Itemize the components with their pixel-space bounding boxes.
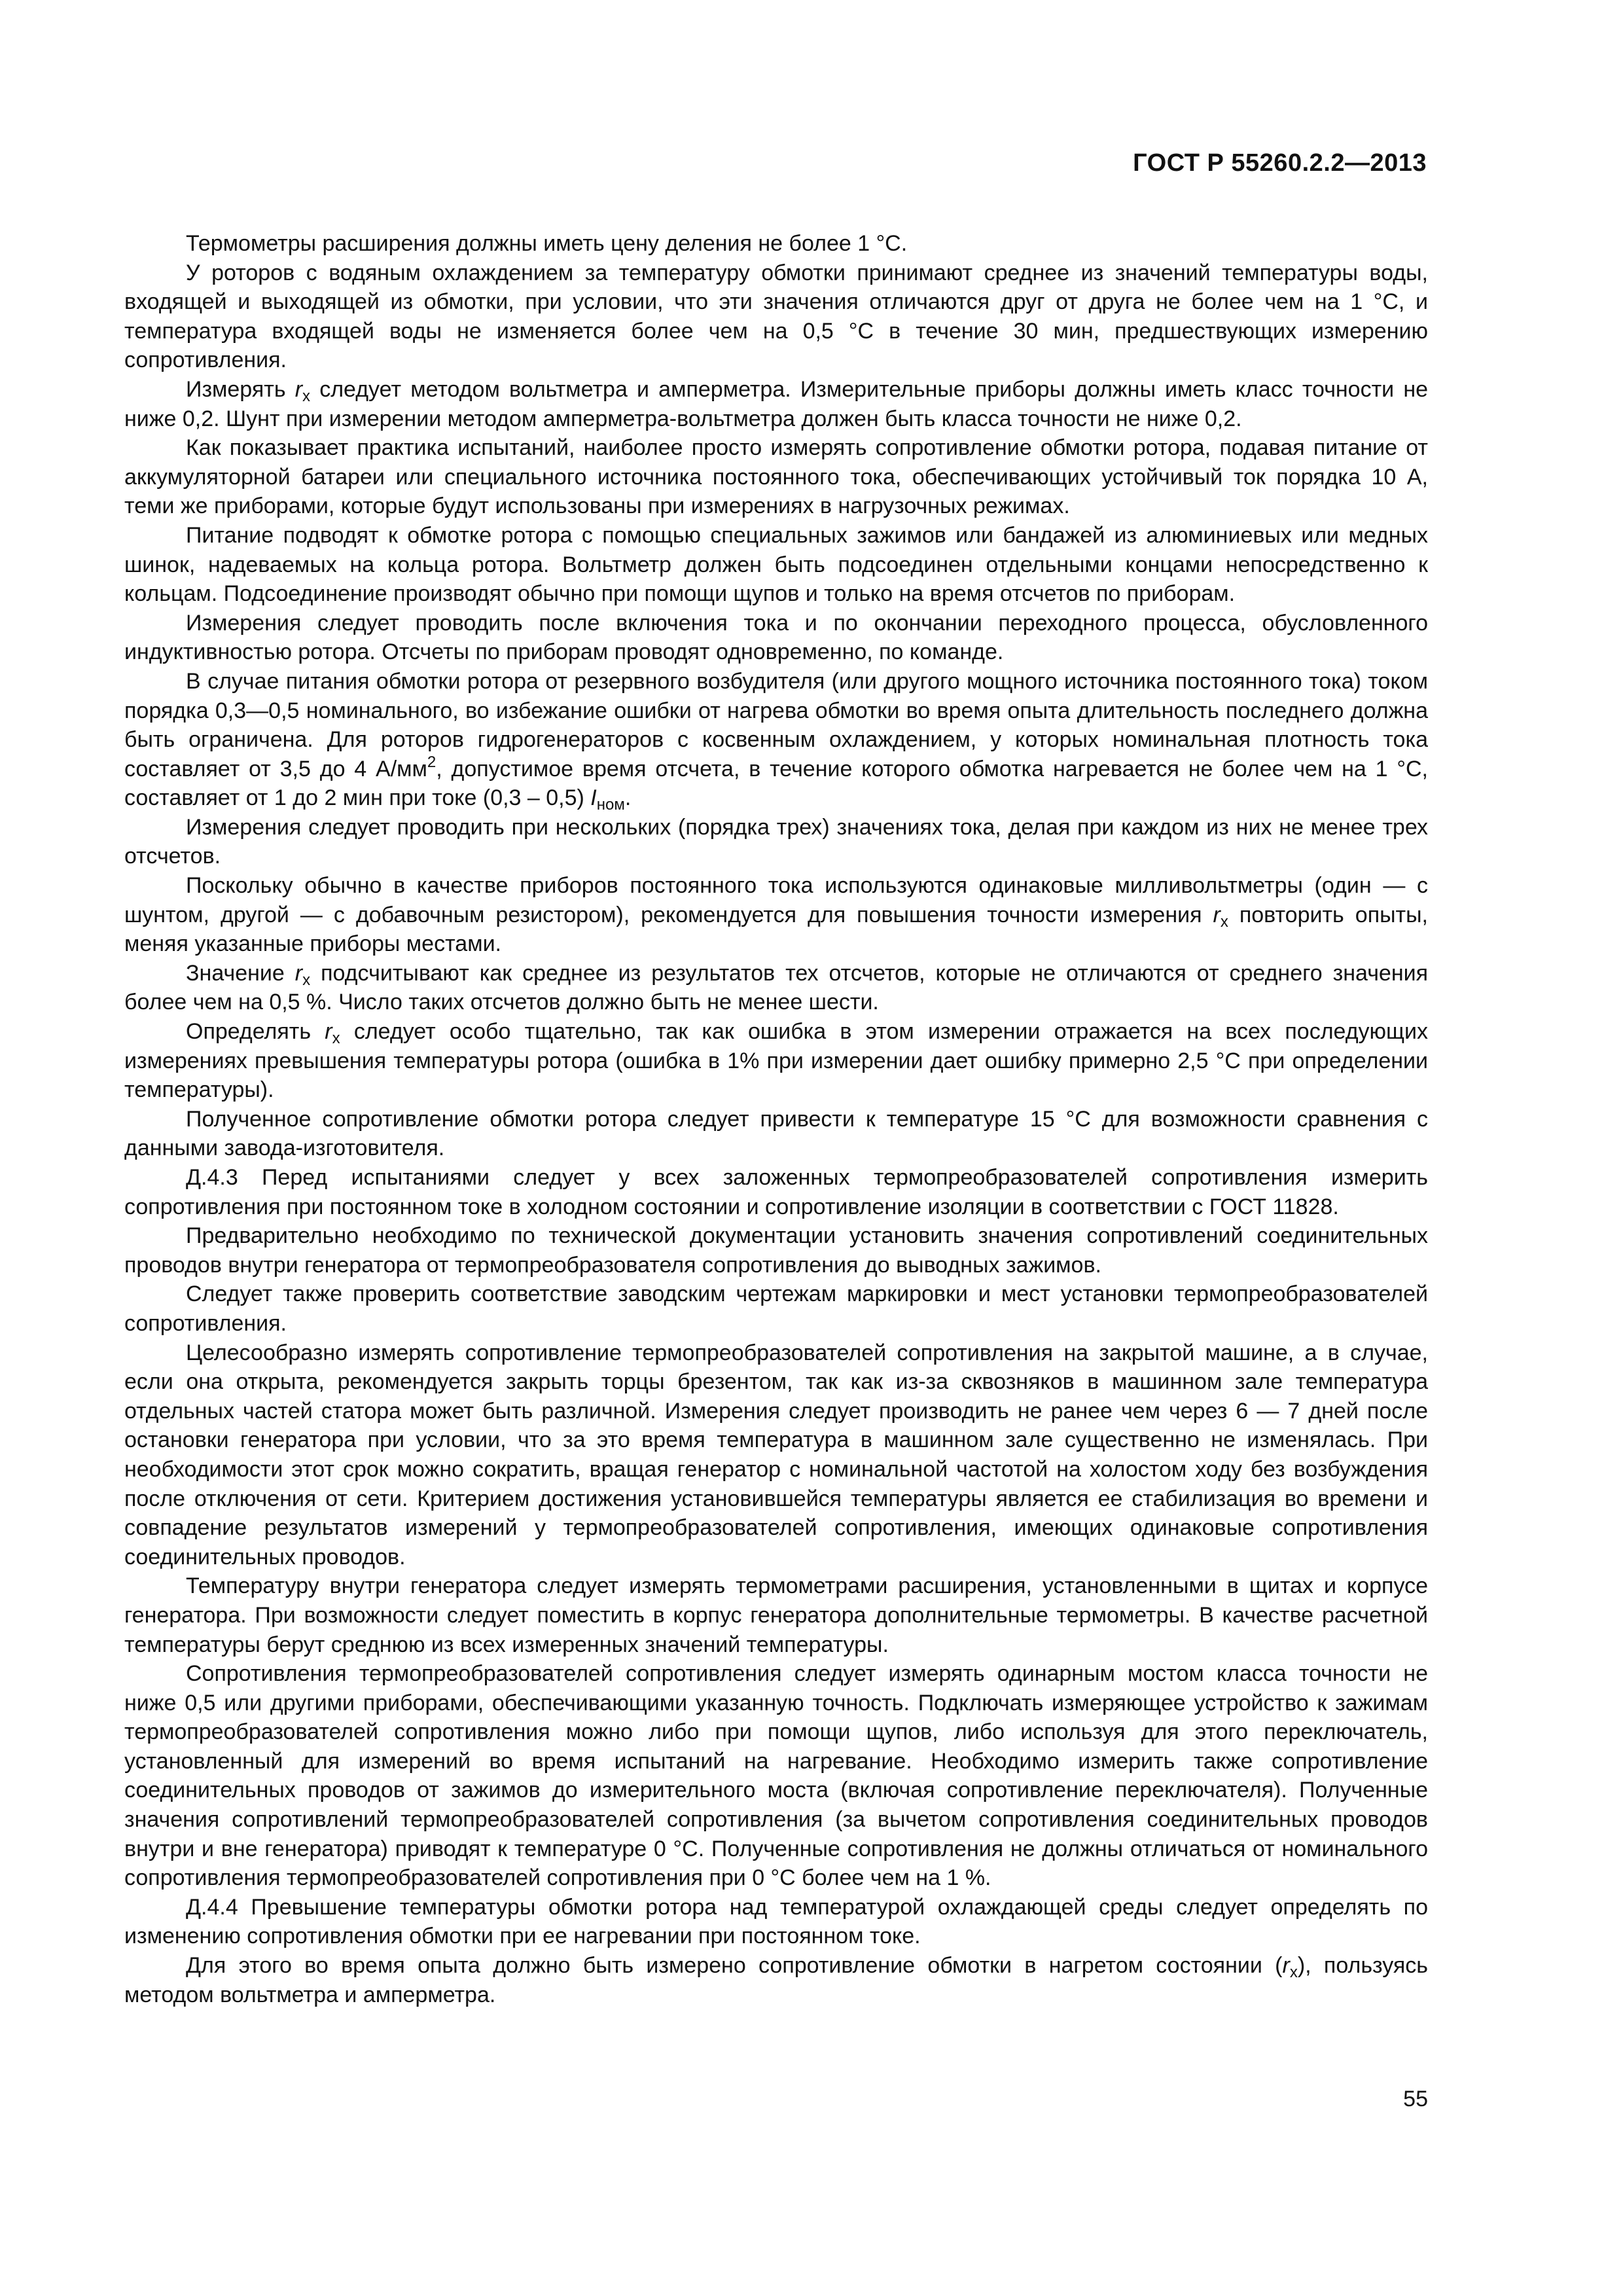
text-run: Предварительно необходимо по технической документации установить значения сопротивлений соединительных проводов внутри генератора от термопреобразователя сопротивления до выводных зажимов.: [124, 1223, 1428, 1278]
text-run: Как показывает практика испытаний, наиболее просто измерять сопротивление обмотки ротора, подавая питание от аккумуляторной батареи или специального источника постоянного тока, обеспечивающих устойчивый ток порядка 10 А, теми же приборами, которые будут использованы при измерениях в нагрузочных режимах.: [124, 435, 1428, 519]
text-run: подсчитывают как среднее из результатов тех отсчетов, которые не отличаются от среднего значения более чем на 0,5 %. Число таких отсчетов должно быть не менее шести.: [124, 960, 1428, 1015]
paragraph: [124, 1659, 1428, 1893]
text-run: ), пользуясь методом вольтметра и амперметра.: [124, 1953, 1428, 2007]
text-run: повторить опыты, меняя указанные приборы местами.: [124, 902, 1428, 957]
text-run: Термометры расширения должны иметь цену деления не более 1 °С.: [186, 231, 908, 256]
text-run: Питание подводят к обмотке ротора с помощью специальных зажимов или бандажей из алюминиевых или медных шинок, надеваемых на кольца ротора. Вольтметр должен быть подсоединен отдельными концами непосредственно к кольцам. Подсоединение производят обычно при помощи щупов и только на время отсчетов по приборам.: [124, 522, 1428, 607]
italic-symbol: r: [325, 1019, 332, 1045]
page-number: 55: [1403, 2087, 1428, 2111]
subscript: ном: [596, 796, 625, 814]
paragraph: [124, 1571, 1428, 1659]
italic-symbol: r: [294, 960, 303, 986]
text-run: .: [624, 785, 632, 811]
text-run: Д.4.3 Перед испытаниями следует у всех заложенных термопреобразователей сопротивления измерить сопротивления при постоянном токе в холодном состоянии и сопротивление изоляции в соответствии с ГОСТ 11828.: [124, 1165, 1428, 1219]
text-run: Значение: [186, 960, 295, 986]
italic-symbol: r: [294, 376, 303, 402]
subscript: x: [332, 1030, 340, 1048]
text-run: Д.4.4 Превышение температуры обмотки ротора над температурой охлаждающей среды следует определять по изменению сопротивления обмотки при ее нагревании при постоянном токе.: [124, 1894, 1428, 1949]
paragraph: [124, 959, 1428, 1017]
paragraph: [124, 1105, 1428, 1163]
text-run: Целесообразно измерять сопротивление термопреобразователей сопротивления на закрытой машине, а в случае, если она открыта, рекомендуется закрыть торцы брезентом, так как из-за сквозняков в машинном зале температура отдельных частей статора может быть различной. Измерения следует производить не ранее чем через 6 — 7 дней после остановки генератора при условии, что за это время температура в машинном зале существенно не изменялась. При необходимости этот срок можно сократить, вращая генератор с номинальной частотой на холостом ходу без возбуждения после отключения от сети. Критерием достижения установившейся температуры является ее стабилизация во времени и совпадение результатов измерений у термопреобразователей сопротивления, имеющих одинаковые сопротивления соединительных проводов.: [124, 1340, 1428, 1570]
paragraph: [124, 1893, 1428, 1951]
text-run: следует особо тщательно, так как ошибка в этом измерении отражается на всех последующих измерениях превышения температуры ротора (ошибка в 1% при измерении дает ошибку примерно 2,5 °С при определении температуры).: [124, 1019, 1428, 1103]
text-run: Измерения следует проводить после включения тока и по окончании переходного процесса, обусловленного индуктивностью ротора. Отсчеты по приборам проводят одновременно, по команде.: [124, 610, 1428, 665]
text-run: Для этого во время опыта должно быть измерено сопротивление обмотки в нагретом состоянии (: [186, 1953, 1283, 1979]
superscript: 2: [427, 753, 437, 771]
text-run: , допустимое время отсчета, в течение которого обмотка нагревается не более чем на 1 °С, составляет от 1 до 2 мин при токе (0,3 – 0,5): [124, 756, 1428, 811]
document-code-header: ГОСТ Р 55260.2.2—2013: [1133, 149, 1427, 177]
paragraph: [124, 1951, 1428, 2009]
paragraph: [124, 1280, 1428, 1338]
text-run: следует методом вольтметра и амперметра. Измерительные приборы должны иметь класс точности не ниже 0,2. Шунт при измерении методом амперметра-вольтметра должен быть класса точности не ниже 0,2.: [124, 376, 1429, 431]
subscript: x: [302, 971, 311, 989]
paragraph: [124, 813, 1428, 871]
italic-symbol: r: [1282, 1953, 1290, 1979]
text-run: Полученное сопротивление обмотки ротора следует привести к температуре 15 °С для возможности сравнения с данными завода-изготовителя.: [124, 1106, 1428, 1161]
text-run: В случае питания обмотки ротора от резервного возбудителя (или другого мощного источника постоянного тока) током порядка 0,3—0,5 номинального, во избежание ошибки от нагрева обмотки во время опыта длительность последнего должна быть ограничена. Для роторов гидрогенераторов с косвенным охлаждением, у которых номинальная плотность тока составляет от 3,5 до 4 А/мм: [124, 668, 1428, 781]
paragraph: [124, 1163, 1428, 1221]
paragraph: [124, 871, 1428, 959]
body-text: [124, 229, 1428, 2009]
text-run: Измерять: [186, 376, 295, 402]
subscript: x: [1220, 912, 1228, 931]
paragraph: [124, 667, 1428, 813]
italic-symbol: r: [1213, 902, 1221, 927]
paragraph: [124, 521, 1428, 609]
text-run: Измерения следует проводить при нескольких (порядка трех) значениях тока, делая при каждом из них не менее трех отсчетов.: [124, 814, 1428, 869]
text-run: Поскольку обычно в качестве приборов постоянного тока используются одинаковые милливольтметры (один — с шунтом, другой — с добавочным резистором), рекомендуется для повышения точности измерения: [124, 873, 1428, 927]
paragraph: [124, 609, 1428, 667]
paragraph: [124, 1221, 1428, 1280]
text-run: Сопротивления термопреобразователей сопротивления следует измерять одинарным мостом класса точности не ниже 0,5 или другими приборами, обеспечивающими указанную точность. Подключать измеряющее устройство к зажимам термопреобразователей сопротивления можно либо при помощи щупов, либо используя для этого переключатель, установленный для измерений во время испытаний на нагревание. Необходимо измерить также сопротивление соединительных проводов от зажимов до измерительного моста (включая сопротивление переключателя). Полученные значения сопротивлений термопреобразователей сопротивления (за вычетом сопротивления соединительных проводов внутри и вне генератора) приводят к температуре 0 °С. Полученные сопротивления не должны отличаться от номинального сопротивления термопреобразователей сопротивления при 0 °С более чем на 1 %.: [124, 1661, 1428, 1891]
paragraph: [124, 1017, 1428, 1105]
text-run: Следует также проверить соответствие заводским чертежам маркировки и мест установки термопреобразователей сопротивления.: [124, 1282, 1428, 1336]
paragraph: [124, 375, 1428, 433]
paragraph: [124, 259, 1428, 375]
subscript: x: [1289, 1964, 1298, 1982]
paragraph: [124, 229, 1428, 259]
italic-symbol: I: [590, 785, 597, 811]
text-run: Определять: [186, 1019, 325, 1045]
text-run: У роторов с водяным охлаждением за температуру обмотки принимают среднее из значений температуры воды, входящей и выходящей из обмотки, при условии, что эти значения отличаются друг от друга не более чем на 1 °С, и температура входящей воды не изменяется более чем на 0,5 °С в течение 30 мин, предшествующих измерению сопротивления.: [124, 260, 1428, 373]
paragraph: [124, 1338, 1428, 1572]
subscript: x: [302, 387, 311, 405]
paragraph: [124, 433, 1428, 521]
text-run: Температуру внутри генератора следует измерять термометрами расширения, установленными в щитах и корпусе генератора. При возможности следует поместить в корпус генератора дополнительные термометры. В качестве расчетной температуры берут среднюю из всех измеренных значений температуры.: [124, 1573, 1428, 1657]
